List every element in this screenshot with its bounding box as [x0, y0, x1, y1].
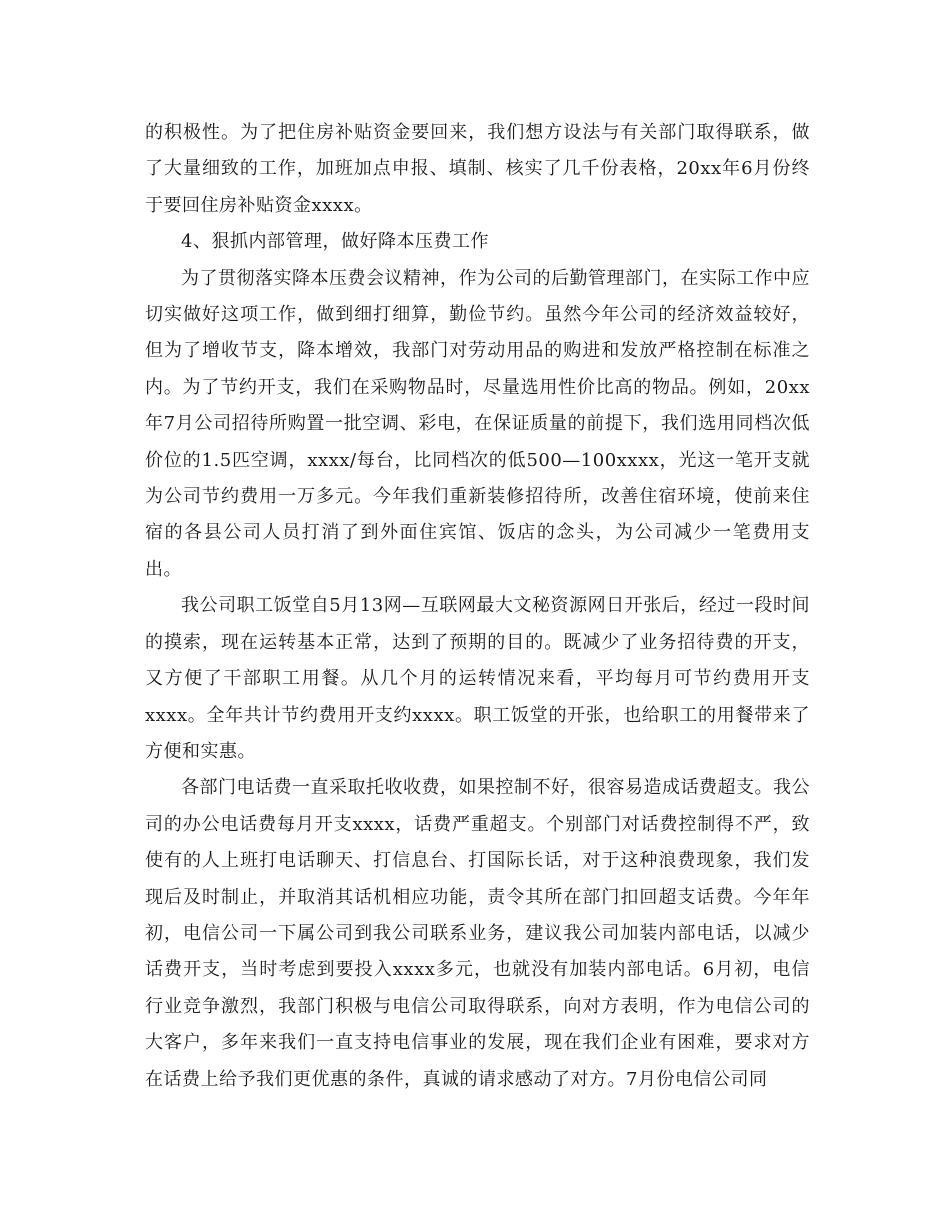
paragraph-2: 为了贯彻落实降本压费会议精神，作为公司的后勤管理部门，在实际工作中应切实做好这项工作，做到细打细算，勤俭节约。虽然今年公司的经济效益较好，但为了增收节支，降本增效，我部门对劳动用品的购进和发放严格控制在标准之内。为了节约开支，我们在采购物品时，尽量选用性价比高的物品。例如，20xx年7月公司招待所购置一批空调、彩电，在保证质量的前提下，我们选用同档次低价位的1.5匹空调，xxxx/每台，比同档次的低500—100xxxx，光这一笔开支就为公司节约费用一万多元。今年我们重新装修招待所，改善住宿环境，使前来住宿的各县公司人员打消了到外面住宾馆、饭店的念头，为公司减少一笔费用支出。: [145, 267, 810, 580]
paragraph-4: 各部门电话费一直采取托收收费，如果控制不好，很容易造成话费超支。我公司的办公电话费每月开支xxxx，话费严重超支。个别部门对话费控制得不严，致使有的人上班打电话聊天、打信息台、打国际长话，对于这种浪费现象，我们发现后及时制止，并取消其话机相应功能，责令其所在部门扣回超支话费。今年年初，电信公司一下属公司到我公司联系业务，建议我公司加装内部电话，以减少话费开支，当时考虑到要投入xxxx多元，也就没有加装内部电话。6月初，电信行业竞争激烈，我部门积极与电信公司取得联系，向对方表明，作为电信公司的大客户，多年来我们一直支持电信事业的发展，现在我们企业有困难，要求对方在话费上给予我们更优惠的条件，真诚的请求感动了对方。7月份电信公司同: [145, 777, 810, 1090]
paragraph-3: 我公司职工饭堂自5月13网—互联网最大文秘资源网日开张后，经过一段时间的摸索，现在运转基本正常，达到了预期的目的。既减少了业务招待费的开支，又方便了干部职工用餐。从几个月的运转情况来看，平均每月可节约费用开支xxxx。全年共计节约费用开支约xxxx。职工饭堂的开张，也给职工的用餐带来了方便和实惠。: [145, 595, 810, 762]
section-heading: 4、狠抓内部管理，做好降本压费工作: [181, 231, 489, 253]
document-body: [145, 115, 810, 1098]
paragraph-1: 的积极性。为了把住房补贴资金要回来，我们想方设法与有关部门取得联系，做了大量细致的工作，加班加点申报、填制、核实了几千份表格，20xx年6月份终于要回住房补贴资金xxxx。: [145, 122, 810, 216]
